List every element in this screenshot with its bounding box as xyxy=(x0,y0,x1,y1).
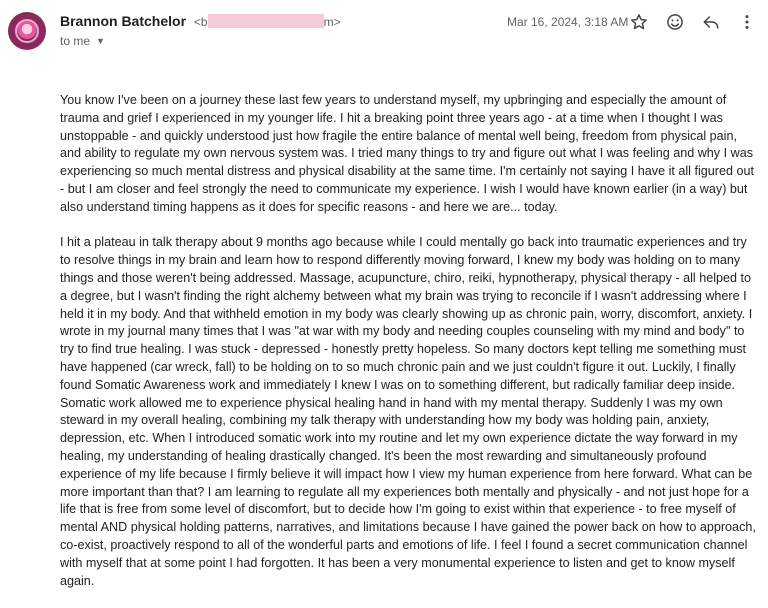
body-paragraph-1: You know I've been on a journey these last few years to understand myself, my upbringing and especially the amount of trauma and grief I experienced in my younger life. I hit a breaking point three years ago - at a time when I thought I was unstoppable - and quickly understood just how fragile the entire balance of mental well being, freedom from physical pain, and ability to regulate my own nervous system was. I tried many things to try and figure out what I was feeling and why I was experiencing so much mental distress and physical disability at the same time. I'm certainly not saying I have it all figured out - but I am closer and feel strongly the need to communicate my experience. I wish I would have known earlier (in a way) but also understand timing happens as it does for specific reasons - and here we are... today. xyxy=(60,93,754,214)
avatar-ring xyxy=(15,19,39,43)
star-icon[interactable] xyxy=(628,11,650,33)
body-paragraph-2: I hit a plateau in talk therapy about 9 months ago because while I could mentally go back into traumatic experiences and try to resolve things in my brain and learn how to respond differently moving forward, I knew my body was holding on to many things and those weren't being addressed. Massage, acupuncture, chiro, reiki, hypnotherapy, physical therapy - all helped to a degree, but I wasn't finding the right alchemy between what my brain was trying to reconcile if I wasn't addressing where I held it in my body. And that withheld emotion in my body was clearly showing up as chronic pain, worry, discomfort, anxiety. I wrote in my journal many times that I was "at war with my body and needing couples counseling with my mind and body" to try to find true healing. I was stuck - depressed - honestly pretty hopeless. So many doctors kept telling me something must have happened (car wreck, fall) to be holding on to so much chronic pain and we just couldn't figure it out. Luckily, I finally found Somatic Awareness work and immediately I knew I was on to something different, but radically familiar deep inside. Somatic work allowed me to experience physical healing hand in hand with my mental therapy. Suddenly I was my own steward in my overall healing, combining my talk therapy with understanding how my body was holding pain, anxiety, depression, etc. When I introduced somatic work into my routine and let my own experience dictate the way forward in my healing, my understanding of healing drastically changed. It's been the most rewarding and simultaneously profound experience of my life because I firmly believe it will impact how I view my human experience from here forward. What can be more important than that? I am learning to regulate all my experiences both mentally and physically - and not just hope for a life that is free from some level of discomfort, but to decide how I'm going to exist within that experience - to free myself of mental AND physical holding patterns, narratives, and limitations because I have gained the power back on how to approach, co-exist, proactively respond to all of the wonderful parts and emotions of life. I feel I found a secret communication channel with myself that at some point I had forgotten. It has been a very monumental experience to listen and get to know myself again. xyxy=(60,235,756,588)
sender-email xyxy=(194,15,341,29)
sender-avatar[interactable] xyxy=(8,12,46,50)
sender-email-open: <b xyxy=(193,15,208,29)
email-date: Mar 16, 2024, 3:18 AM xyxy=(507,15,629,29)
to-me-label: to me xyxy=(60,34,91,48)
reply-icon[interactable] xyxy=(700,11,722,33)
message-actions xyxy=(628,11,758,33)
recipient-line[interactable] xyxy=(60,34,105,48)
email-body xyxy=(60,92,760,608)
chevron-down-icon[interactable]: ▼ xyxy=(96,36,105,46)
sender-email-close: m> xyxy=(323,15,341,29)
redacted-email xyxy=(208,14,324,28)
emoji-icon[interactable] xyxy=(664,11,686,33)
sender-line xyxy=(60,13,341,29)
more-vert-icon[interactable] xyxy=(736,11,758,33)
sender-name[interactable]: Brannon Batchelor xyxy=(60,13,187,29)
